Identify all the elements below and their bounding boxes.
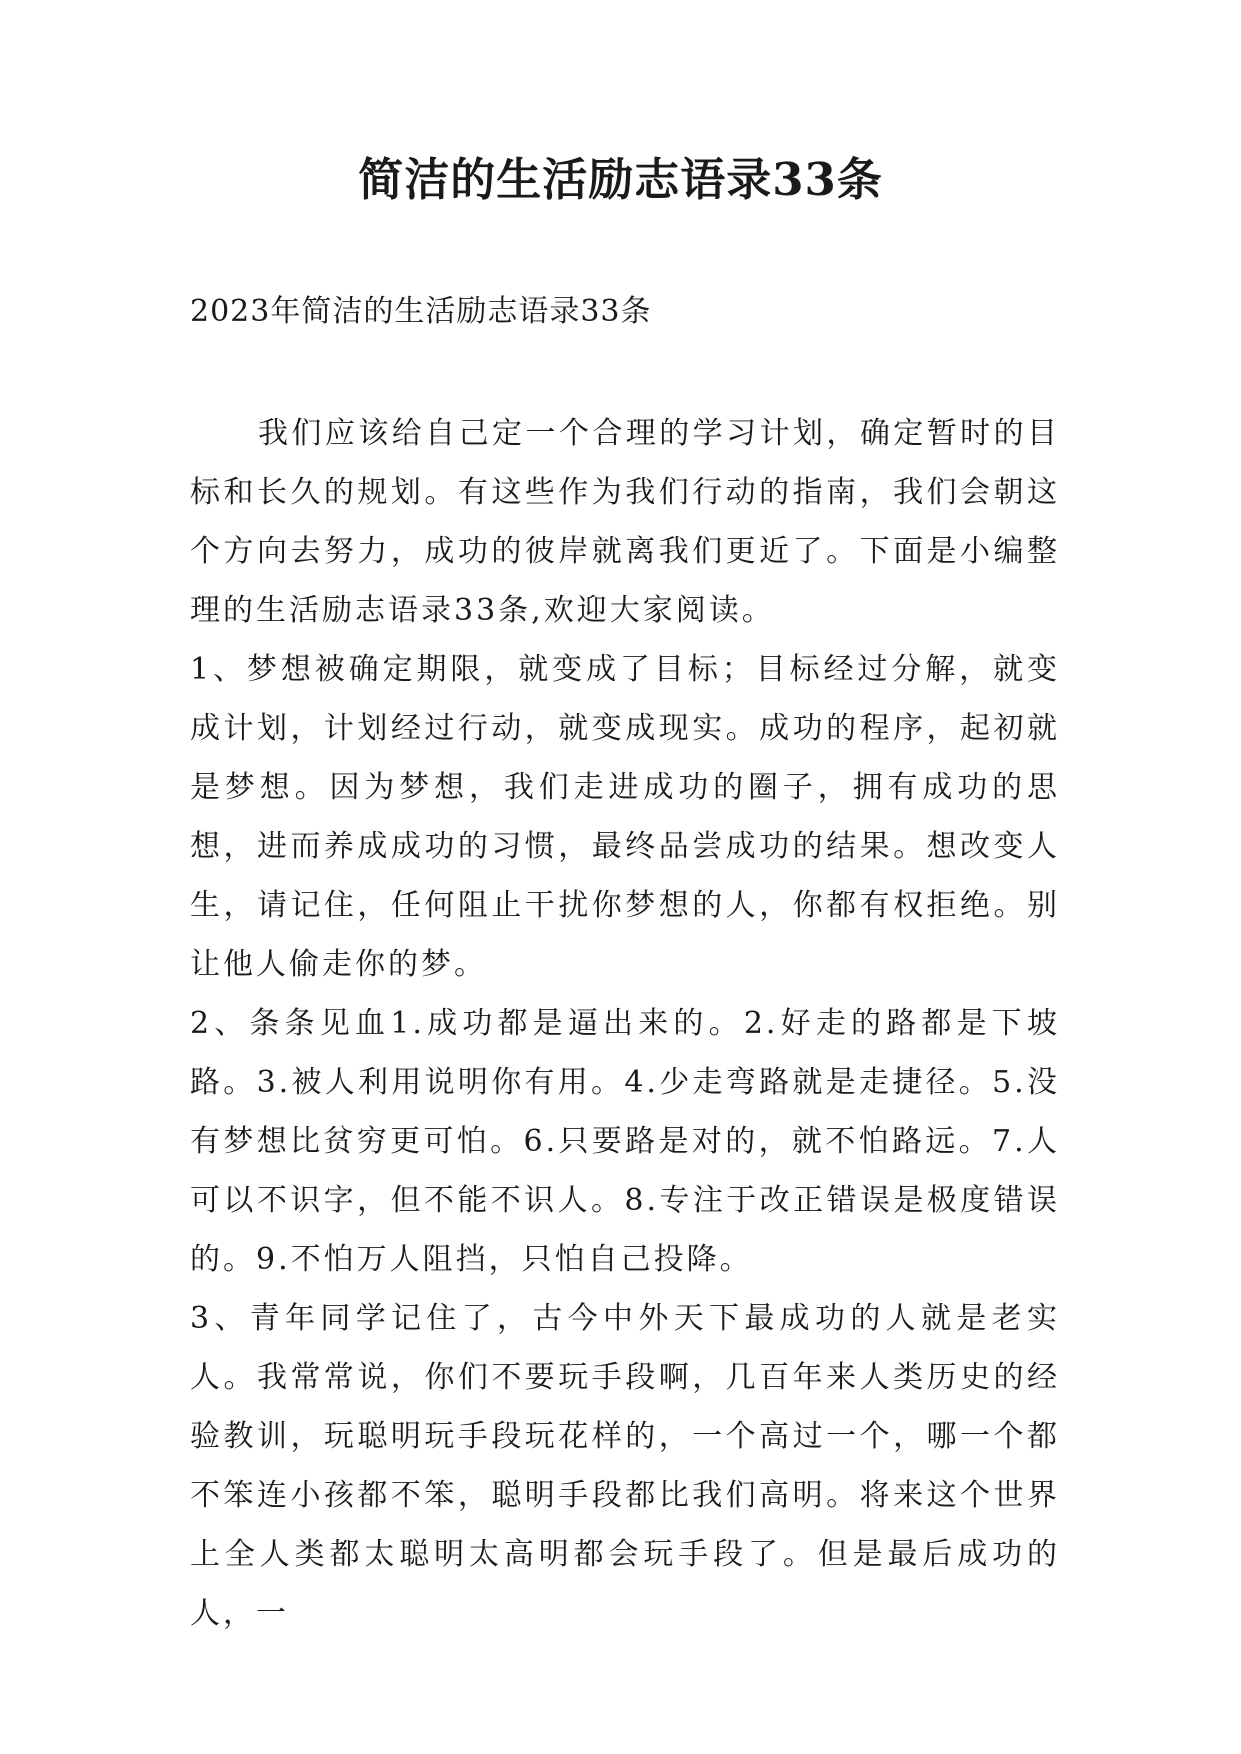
document-subtitle: 2023年简洁的生活励志语录33条 <box>190 294 652 329</box>
quote-paragraph-3: 3、青年同学记住了，古今中外天下最成功的人就是老实人。我常常说，你们不要玩手段啊，几百年来人类历史的经验教训，玩聪明玩手段玩花样的，一个高过一个，哪一个都不笨连小孩都不笨，聪明手段都比我们高明。将来这个世界上全人类都太聪明太高明都会玩手段了。但是最后成功的人，一 <box>190 1301 1060 1631</box>
quote-paragraph-2: 2、条条见血1.成功都是逼出来的。2.好走的路都是下坡路。3.被人利用说明你有用。4.少走弯路就是走捷径。5.没有梦想比贫穷更可怕。6.只要路是对的，就不怕路远。7.人可以不识字，但不能不识人。8.专注于改正错误是极度错误的。9.不怕万人阻挡，只怕自己投降。 <box>190 1006 1060 1277</box>
intro-paragraph: 我们应该给自己定一个合理的学习计划，确定暂时的目标和长久的规划。有这些作为我们行动的指南，我们会朝这个方向去努力，成功的彼岸就离我们更近了。下面是小编整理的生活励志语录33条,欢迎大家阅读。 <box>190 416 1060 628</box>
document-title: 简洁的生活励志语录33条 <box>358 153 883 206</box>
document-body <box>190 404 1060 1643</box>
quote-paragraph-1: 1、梦想被确定期限，就变成了目标；目标经过分解，就变成计划，计划经过行动，就变成现实。成功的程序，起初就是梦想。因为梦想，我们走进成功的圈子，拥有成功的思想，进而养成成功的习惯，最终品尝成功的结果。想改变人生，请记住，任何阻止干扰你梦想的人，你都有权拒绝。别让他人偷走你的梦。 <box>190 652 1060 982</box>
